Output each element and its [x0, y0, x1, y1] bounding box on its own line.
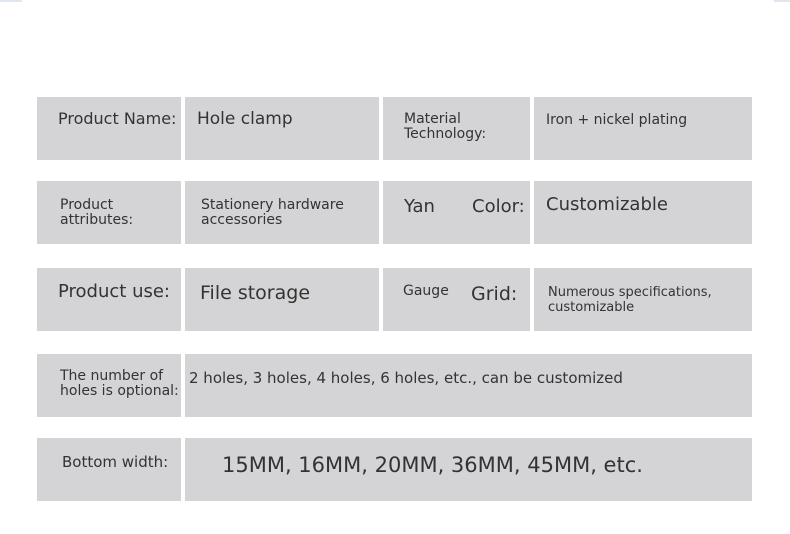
holes-value: 2 holes, 3 holes, 4 holes, 6 holes, etc., can be customized: [189, 369, 623, 387]
top-left-accent: [0, 0, 22, 2]
width-value: 15MM, 16MM, 20MM, 36MM, 45MM, etc.: [222, 453, 643, 477]
attributes-value: Stationery hardware accessories: [201, 197, 344, 228]
color-label-color: Color:: [472, 196, 525, 217]
product-name-label: Product Name:: [58, 109, 177, 128]
use-value: File storage: [200, 282, 311, 304]
holes-value-cell: [185, 354, 752, 417]
gauge-value-cell: [534, 268, 752, 331]
holes-label: The number of holes is optional:: [60, 368, 179, 399]
width-value-cell: [185, 438, 752, 501]
color-label-cell: [383, 181, 530, 244]
material-label: Material Technology:: [404, 111, 487, 142]
use-value-cell: [185, 268, 379, 331]
width-label-cell: [37, 438, 181, 501]
product-name-value: Hole clamp: [197, 109, 293, 129]
gauge-label: Gauge: [403, 283, 449, 299]
material-label-cell: [383, 97, 530, 160]
width-label: Bottom width:: [62, 453, 169, 471]
attributes-value-cell: [185, 181, 379, 244]
attributes-label-cell: [37, 181, 181, 244]
holes-label-cell: [37, 354, 181, 417]
color-value: Customizable: [546, 194, 668, 215]
product-name-label-cell: [37, 97, 181, 160]
use-label-cell: [37, 268, 181, 331]
grid-label: Grid:: [471, 283, 518, 305]
top-right-accent: [774, 0, 790, 2]
gauge-value: Numerous specifications, customizable: [548, 285, 712, 315]
gauge-label-cell: [383, 268, 530, 331]
material-value-cell: [534, 97, 752, 160]
color-value-cell: [534, 181, 752, 244]
use-label: Product use:: [58, 281, 170, 302]
material-value: Iron + nickel plating: [546, 112, 688, 128]
product-name-value-cell: [185, 97, 379, 160]
attributes-label: Product attributes:: [60, 197, 134, 228]
color-label-yan: Yan: [404, 196, 435, 217]
